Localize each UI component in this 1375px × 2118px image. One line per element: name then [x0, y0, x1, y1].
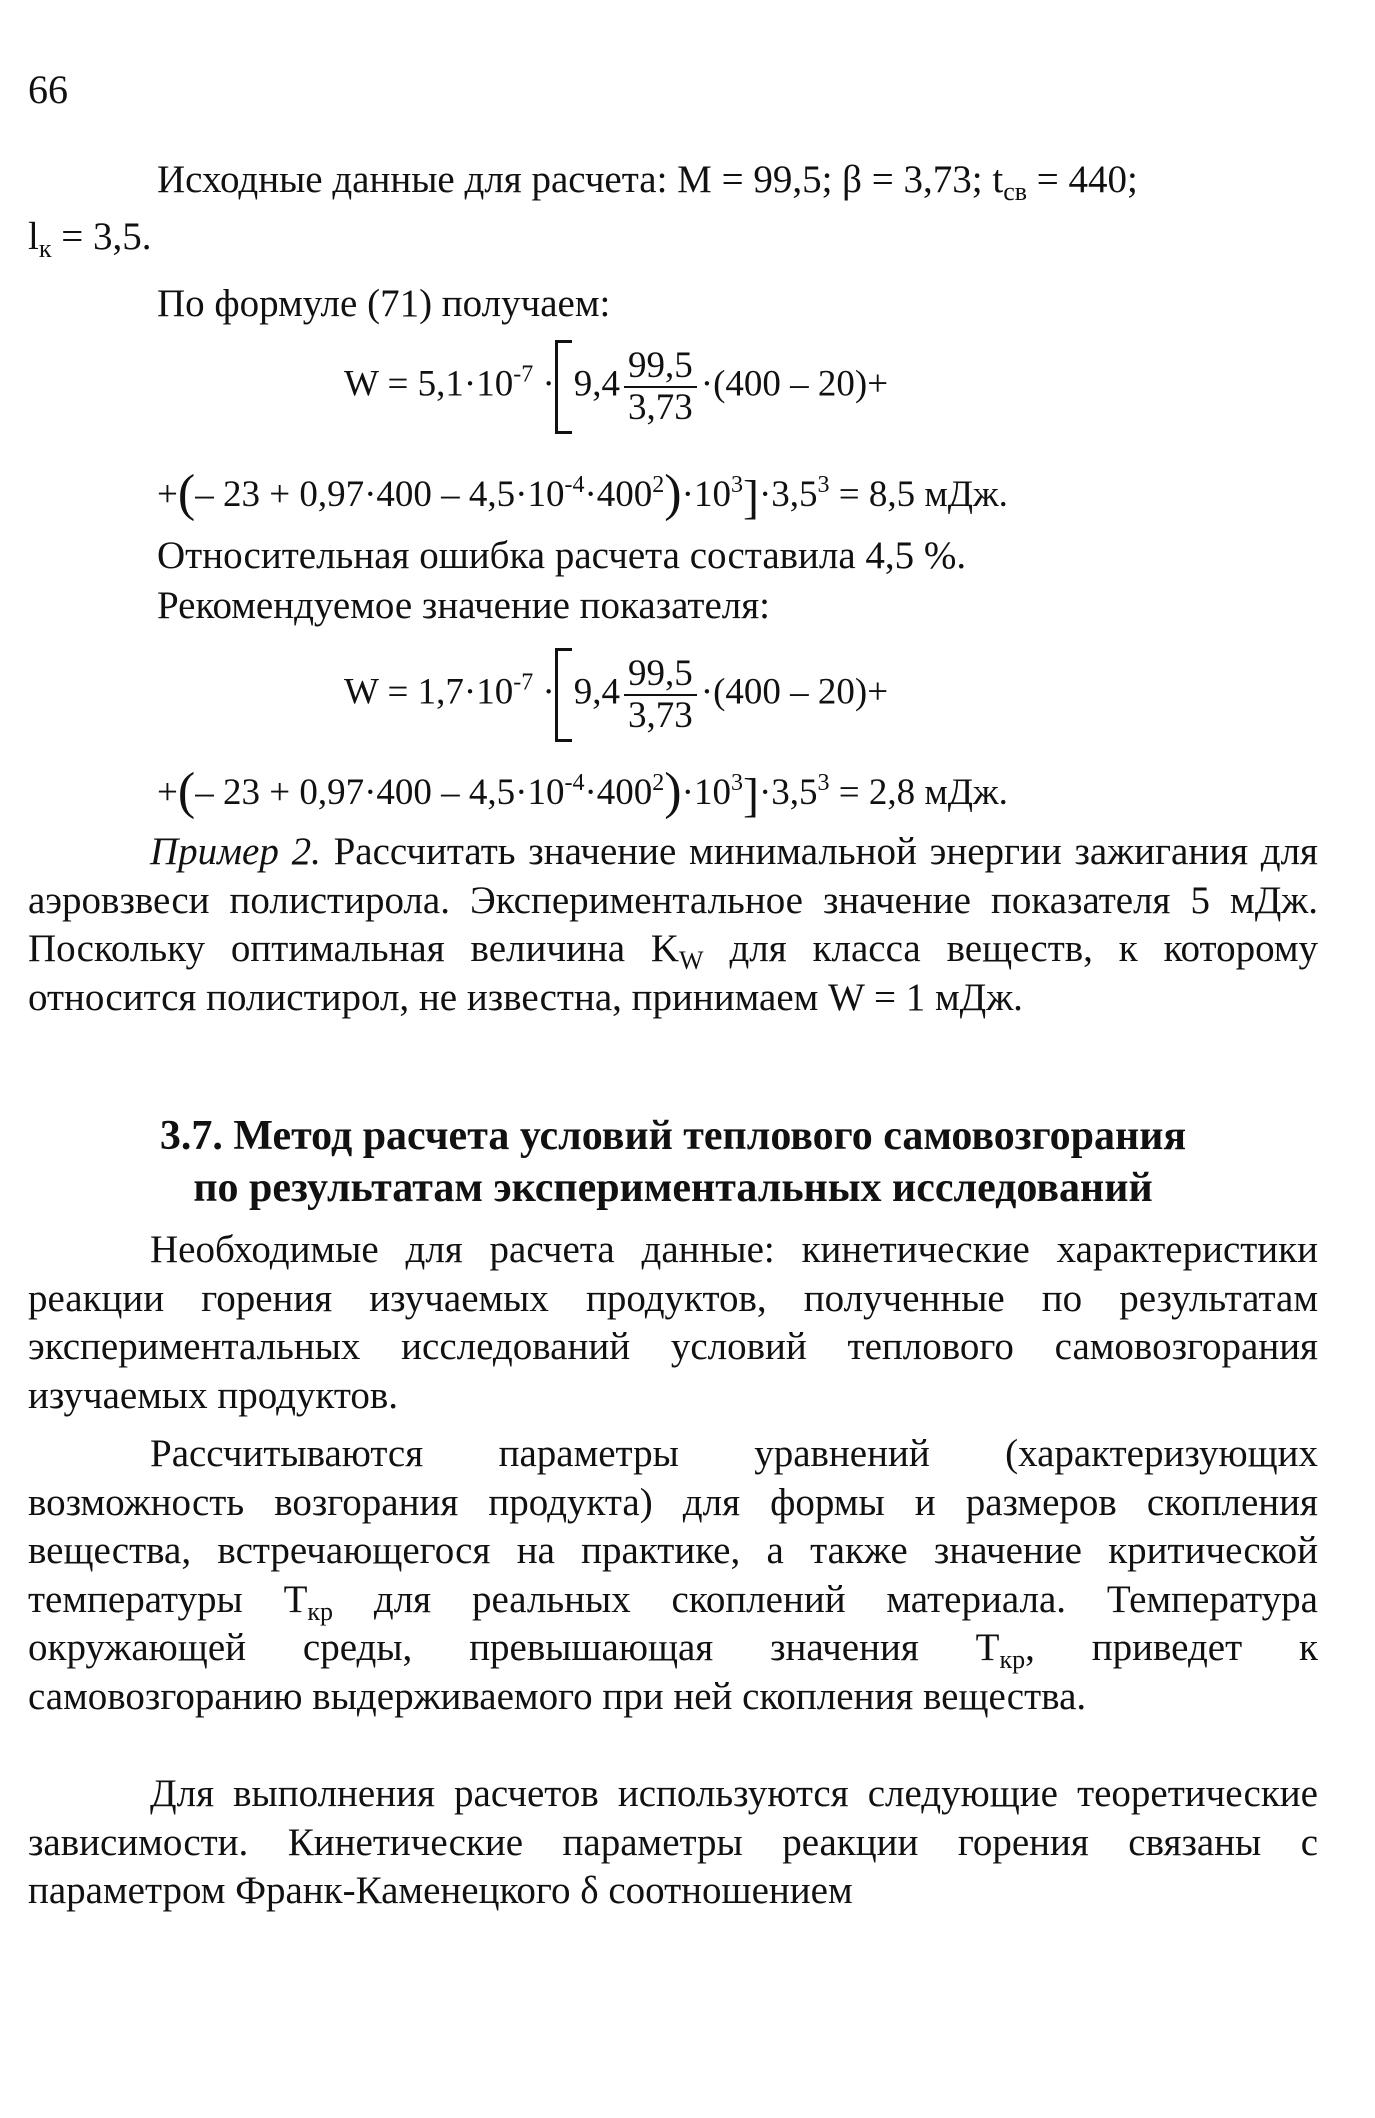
example-2-sub: W	[679, 946, 704, 975]
example-2-label: Пример 2.	[150, 830, 321, 873]
formula-2-result: = 2,8 мДж.	[829, 772, 1008, 813]
example-2	[28, 828, 1318, 1022]
formula-2-inner-start: 9,4	[573, 671, 621, 713]
section-heading-line-2: по результатам экспериментальных исследований	[193, 1165, 1153, 1211]
example-2-text-end: для класса веществ, к которому относится полистирол, не известна, принимаем W = 1 мДж.	[28, 927, 1319, 1019]
formula-1-numerator: 99,5	[624, 346, 697, 388]
formula-2-fraction	[624, 654, 697, 736]
formula-1-inner-start: 9,4	[573, 363, 621, 405]
formula-2-mid: ·400	[584, 772, 653, 813]
formula-1-result: = 8,5 мДж.	[829, 474, 1008, 515]
formula-2-inner-end: ·(400 – 20)+	[700, 671, 889, 713]
formula-2-exp-3: 3	[730, 770, 743, 796]
formula-1-line-1: $W = 5,1\cdot 10^{-7} \cdot 9,4$ $\frac{99,5}{3,73}$ ·(400 – 20)+	[344, 340, 888, 434]
paragraph-2-sub-1: кр	[307, 1596, 334, 1626]
example-2-text: Рассчитать значение минимальной энергии зажигания для аэровзвеси полистирола. Экспериментальное значение показателя 5 мДж. Поскольку оптимальная величина K	[28, 830, 1318, 970]
paragraph-2-b: для реальных скоплений материала. Температура окружающей среды, превышающая значения T	[28, 1577, 1318, 1669]
formula-2-plus: +	[157, 772, 178, 813]
formula-1-denominator: 3,73	[628, 387, 693, 428]
formula-2-line-2: +(– $23 + 0,97\cdot 400 - 4,5\cdot 10^{-4}\cdot 400^2)\cdot 10^3]\cdot 3,5^3 = 2,8$ мДж.	[157, 763, 1008, 822]
paragraph-3-text: Для выполнения расчетов используются следующие теоретические зависимости. Кинетические параметры реакции горения связаны с параметром Франк-Каменецкого δ соотношением	[28, 1772, 1318, 1912]
paragraph-2	[28, 1430, 1318, 1721]
formula-1-body: – 23 + 0,97·400 – 4,5·10	[195, 474, 565, 515]
recommended-text: Рекомендуемое значение показателя:	[157, 584, 771, 627]
intro-line-1-text: Исходные данные для расчета: М = 99,5; β = 3,73; t	[157, 158, 1004, 201]
formula-2-exp-3b: 3	[817, 770, 830, 796]
formula-2-exp-m4: -4	[564, 770, 585, 796]
intro-line-1	[157, 156, 1138, 204]
paragraph-1-text: Необходимые для расчета данные: кинетические характеристики реакции горения изучаемых продуктов, полученные по результатам экспериментальных исследований условий теплового самовозгорания изучаемых продуктов.	[28, 1228, 1318, 1417]
formula-2-numerator: 99,5	[624, 654, 697, 696]
formula-2-tail: ·3,5	[758, 772, 818, 813]
intro-line-2	[28, 213, 151, 261]
formula-2-lhs-exp: -7	[513, 669, 534, 696]
formula-2-exp-2: 2	[652, 770, 665, 796]
formula-1-line-2: +(– $23 + 0,97\cdot 400 - 4,5\cdot 10^{-4}\cdot 400^2)\cdot 10^3]\cdot 3,5^3 = 8,5$ мДж.	[157, 465, 1008, 524]
intro-sub-sv: св	[1003, 177, 1028, 206]
intro-line-2-text: l	[28, 215, 39, 258]
formula-intro: По формуле (71) получаем:	[157, 282, 611, 325]
formula-1-exp-3b: 3	[817, 472, 830, 498]
page-number: 66	[28, 67, 68, 112]
formula-2-after: ·10	[681, 772, 731, 813]
paragraph-2-a: Рассчитываются параметры уравнений (характеризующих возможность возгорания продукта) для формы и размеров скопления вещества, встречающегося на практике, а также значение критической температуры T	[28, 1432, 1318, 1621]
formula-1-lhs-exp: -7	[513, 361, 534, 388]
section-heading	[28, 1110, 1318, 1214]
formula-2-denominator: 3,73	[628, 695, 693, 736]
intro-line-1-end: = 440;	[1027, 158, 1138, 201]
section-heading-line-1: 3.7. Метод расчета условий теплового самовозгорания	[159, 1113, 1187, 1159]
formula-1-after: ·10	[681, 474, 731, 515]
formula-1-mid: ·400	[584, 474, 653, 515]
formula-2-body: – 23 + 0,97·400 – 4,5·10	[195, 772, 565, 813]
formula-1-exp-m4: -4	[564, 472, 585, 498]
paragraph-2-sub-2: кр	[999, 1645, 1026, 1674]
formula-2-open-bracket	[555, 648, 572, 742]
paragraph-1	[28, 1226, 1318, 1420]
error-text: Относительная ошибка расчета составила 4,5 %.	[157, 534, 967, 577]
formula-1-plus: +	[157, 474, 178, 515]
formula-1-exp-3: 3	[730, 472, 743, 498]
paragraph-3	[28, 1770, 1318, 1916]
formula-1-fraction	[624, 346, 697, 428]
formula-1-tail: ·3,5	[758, 474, 818, 515]
formula-1-exp-2: 2	[652, 472, 665, 498]
intro-line-2-end: = 3,5.	[51, 215, 152, 258]
formula-1-open-bracket	[555, 340, 572, 434]
paragraph-2-c: , приведет к самовозгоранию выдерживаемого при ней скопления вещества.	[28, 1626, 1318, 1718]
formula-1-inner-end: ·(400 – 20)+	[700, 363, 889, 405]
intro-sub-k: к	[38, 234, 52, 263]
formula-2-lhs: W = 1,7·10	[344, 671, 514, 713]
formula-2-line-1: $W = 1,7\cdot 10^{-7} \cdot 9,4$ $\frac{99,5}{3,73}$ ·(400 – 20)+	[344, 648, 888, 742]
formula-1-lhs: W = 5,1·10	[344, 363, 514, 405]
